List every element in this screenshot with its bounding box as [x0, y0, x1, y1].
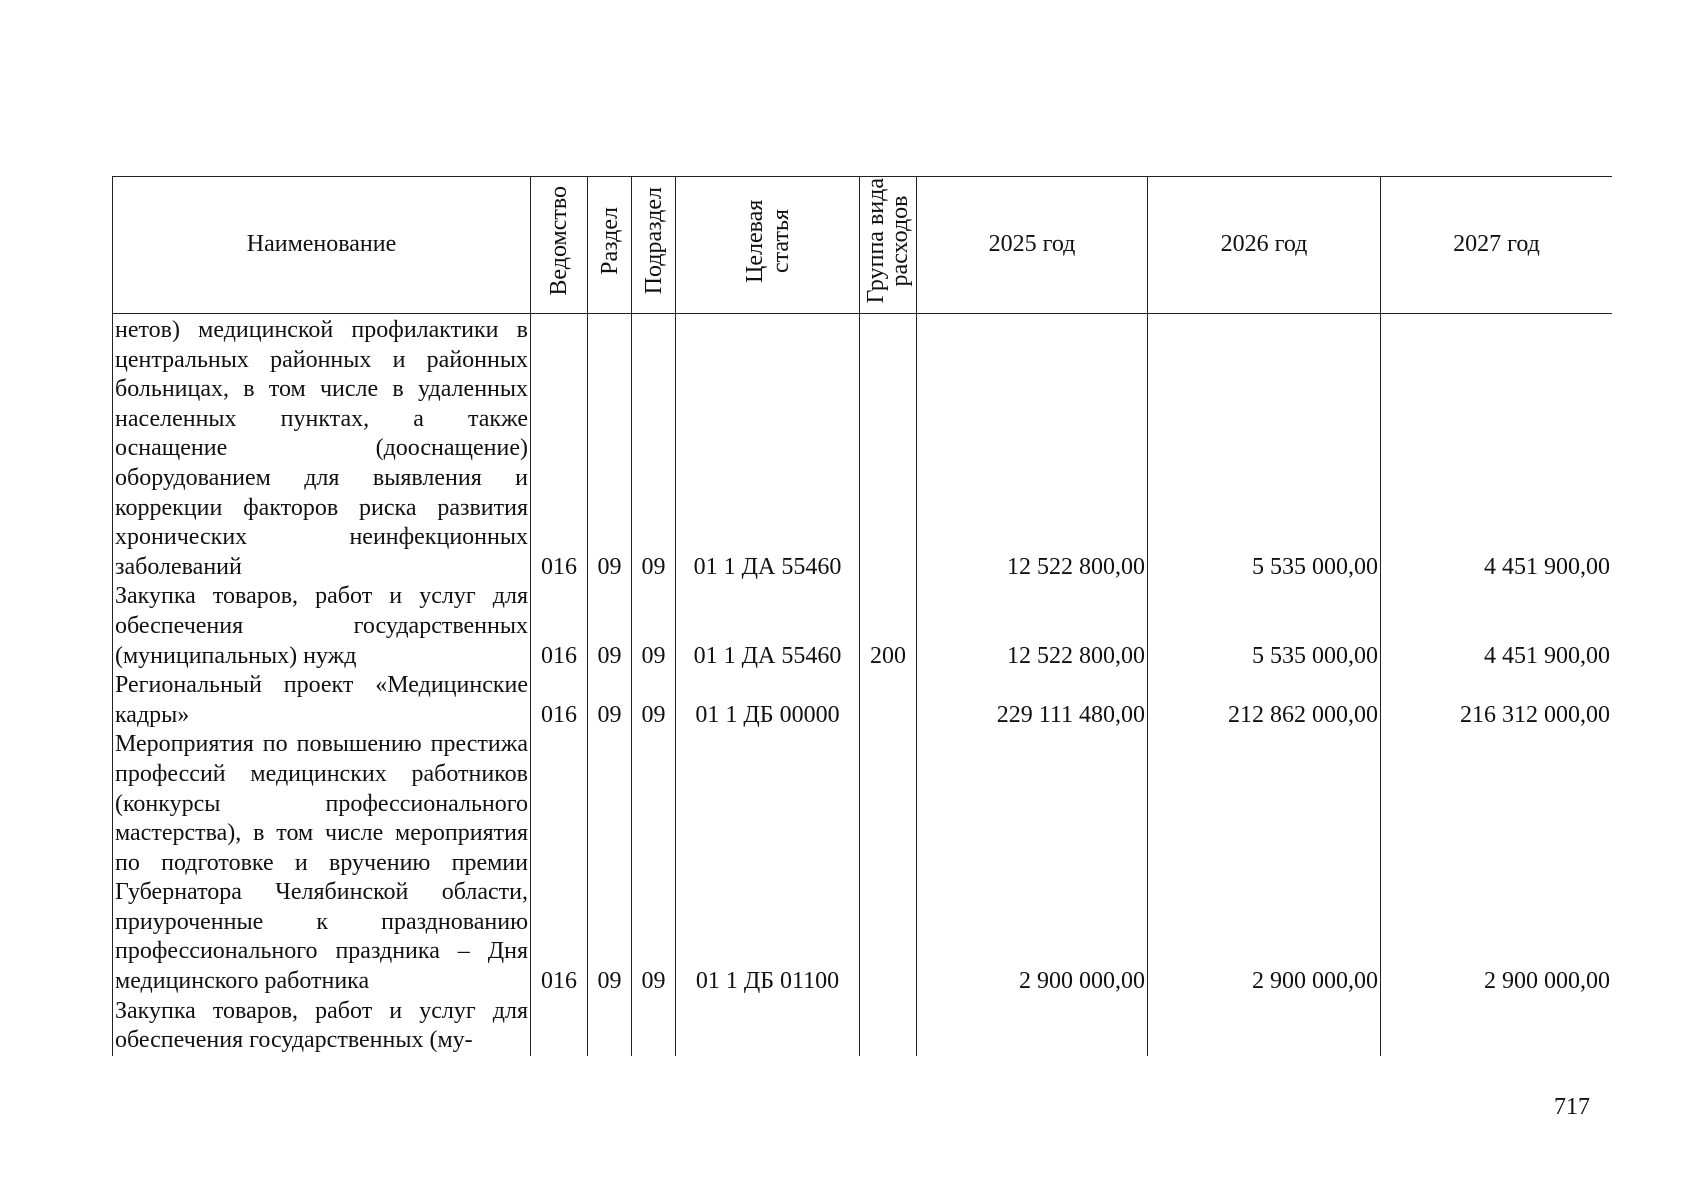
row-razdel: 09: [588, 730, 632, 996]
header-2026: 2026 год: [1148, 177, 1381, 314]
row-vedomstvo: 016: [531, 730, 588, 996]
header-podrazdel: Подраздел: [632, 177, 676, 314]
row-target: 01 1 ДБ 01100: [676, 730, 860, 996]
row-2027: 4 451 900,00: [1381, 314, 1613, 583]
table-row: [113, 730, 1613, 996]
row-expense-group: [860, 730, 917, 996]
row-2027: 2 900 000,00: [1381, 730, 1613, 996]
row-2027: 4 451 900,00: [1381, 582, 1613, 671]
row-podrazdel: [632, 997, 676, 1056]
row-2026: 2 900 000,00: [1148, 730, 1381, 996]
table-header-row: [113, 177, 1613, 314]
row-2026: [1148, 997, 1381, 1056]
row-name: Закупка товаров, работ и услуг для обеспечения государственных (му-: [113, 997, 531, 1056]
row-2025: 12 522 800,00: [917, 314, 1148, 583]
row-name: Региональный проект «Медицинские кадры»: [113, 671, 531, 730]
row-target: [676, 997, 860, 1056]
budget-table: [112, 176, 1612, 1056]
header-2027: 2027 год: [1381, 177, 1613, 314]
row-name: Закупка товаров, работ и услуг для обеспечения государственных (муниципальных) нужд: [113, 582, 531, 671]
row-vedomstvo: 016: [531, 582, 588, 671]
table-row: [113, 582, 1613, 671]
header-razdel: Раздел: [588, 177, 632, 314]
row-razdel: [588, 997, 632, 1056]
row-razdel: 09: [588, 314, 632, 583]
row-razdel: 09: [588, 582, 632, 671]
row-vedomstvo: [531, 997, 588, 1056]
row-target: 01 1 ДА 55460: [676, 582, 860, 671]
row-podrazdel: 09: [632, 314, 676, 583]
row-2025: [917, 997, 1148, 1056]
table-container: [112, 176, 1612, 1088]
row-expense-group: [860, 671, 917, 730]
header-name: Наименование: [113, 177, 531, 314]
header-vedomstvo: Ведомство: [531, 177, 588, 314]
table-row: [113, 314, 1613, 583]
row-2026: 212 862 000,00: [1148, 671, 1381, 730]
row-expense-group: [860, 997, 917, 1056]
row-2027: 216 312 000,00: [1381, 671, 1613, 730]
row-razdel: 09: [588, 671, 632, 730]
row-podrazdel: 09: [632, 671, 676, 730]
page-number: 717: [1554, 1094, 1590, 1120]
row-vedomstvo: 016: [531, 314, 588, 583]
row-expense-group: [860, 314, 917, 583]
row-name: Мероприятия по повышению престижа профессий медицинских работников (конкурсы профессионального мастерства), в том числе мероприятия по подготовке и вручению премии Губернатора Челябинской области, приуроченные к празднованию профессионального праздника – Дня медицинского работника: [113, 730, 531, 996]
row-expense-group: 200: [860, 582, 917, 671]
row-2026: 5 535 000,00: [1148, 582, 1381, 671]
row-target: 01 1 ДА 55460: [676, 314, 860, 583]
header-expense-group-line2: расходов: [887, 195, 913, 287]
table-row: [113, 997, 1613, 1056]
row-2027: [1381, 997, 1613, 1056]
header-expense-group-line1: Группа вида: [863, 177, 889, 304]
row-podrazdel: 09: [632, 730, 676, 996]
row-2025: 229 111 480,00: [917, 671, 1148, 730]
header-2025: 2025 год: [917, 177, 1148, 314]
row-2025: 2 900 000,00: [917, 730, 1148, 996]
row-vedomstvo: 016: [531, 671, 588, 730]
row-target: 01 1 ДБ 00000: [676, 671, 860, 730]
row-2026: 5 535 000,00: [1148, 314, 1381, 583]
header-target: Целевая статья: [676, 177, 860, 314]
row-podrazdel: 09: [632, 582, 676, 671]
row-2025: 12 522 800,00: [917, 582, 1148, 671]
table-row: [113, 671, 1613, 730]
row-name: нетов) медицинской профилактики в центральных районных и районных больницах, в том числе в удаленных населенных пунктах, а также оснащение (дооснащение) оборудованием для выявления и коррекции факторов риска развития хронических неинфекционных заболеваний: [113, 314, 531, 583]
header-expense-group: [860, 177, 917, 314]
